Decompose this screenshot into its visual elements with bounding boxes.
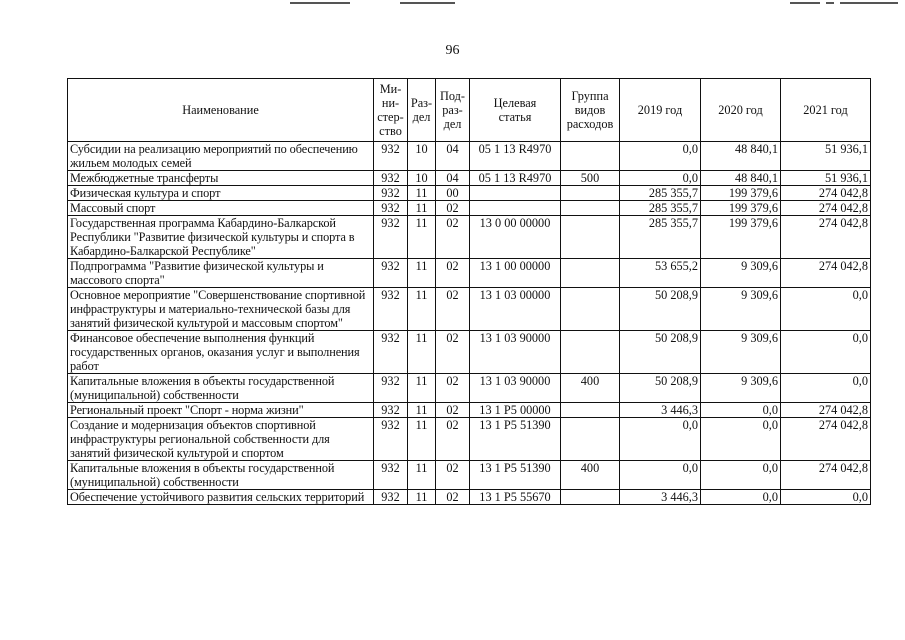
cell-name: Основное мероприятие "Совершенствование спортивной инфраструктуры и материально-технической базы для занятий физической культурой и массовым спортом" xyxy=(68,288,374,331)
cell-section: 11 xyxy=(408,259,436,288)
cell-2020: 9 309,6 xyxy=(701,374,781,403)
cell-subsection: 00 xyxy=(436,186,470,201)
table-row xyxy=(68,331,871,374)
cell-expense-group xyxy=(561,418,620,461)
cell-subsection: 04 xyxy=(436,171,470,186)
table-row xyxy=(68,216,871,259)
cell-subsection: 02 xyxy=(436,288,470,331)
cell-target-article: 13 1 03 00000 xyxy=(470,288,561,331)
cell-subsection: 02 xyxy=(436,201,470,216)
cell-section: 11 xyxy=(408,490,436,505)
cell-name: Региональный проект "Спорт - норма жизни" xyxy=(68,403,374,418)
cell-2019: 3 446,3 xyxy=(620,403,701,418)
cell-name: Подпрограмма "Развитие физической культуры и массового спорта" xyxy=(68,259,374,288)
cell-target-article: 13 1 P5 00000 xyxy=(470,403,561,418)
header-name: Наименование xyxy=(68,79,374,142)
cell-ministry: 932 xyxy=(374,403,408,418)
cell-ministry: 932 xyxy=(374,288,408,331)
cell-2019: 0,0 xyxy=(620,171,701,186)
cell-target-article: 13 1 03 90000 xyxy=(470,331,561,374)
table-row xyxy=(68,374,871,403)
cell-target-article xyxy=(470,186,561,201)
cell-expense-group xyxy=(561,288,620,331)
cell-2020: 9 309,6 xyxy=(701,331,781,374)
cell-subsection: 02 xyxy=(436,259,470,288)
cell-expense-group: 400 xyxy=(561,461,620,490)
table-row xyxy=(68,403,871,418)
table-header-row xyxy=(68,79,871,142)
cell-target-article: 13 1 P5 55670 xyxy=(470,490,561,505)
table-row xyxy=(68,259,871,288)
cell-2021: 274 042,8 xyxy=(781,259,871,288)
table-row xyxy=(68,461,871,490)
cell-section: 11 xyxy=(408,201,436,216)
cell-section: 11 xyxy=(408,331,436,374)
cell-ministry: 932 xyxy=(374,216,408,259)
table-row xyxy=(68,288,871,331)
cell-name: Капитальные вложения в объекты государственной (муниципальной) собственности xyxy=(68,461,374,490)
cell-target-article: 13 1 00 00000 xyxy=(470,259,561,288)
cell-2020: 199 379,6 xyxy=(701,216,781,259)
header-section: Раз- дел xyxy=(408,79,436,142)
cell-2020: 0,0 xyxy=(701,490,781,505)
cell-expense-group xyxy=(561,259,620,288)
cell-ministry: 932 xyxy=(374,142,408,171)
cell-expense-group xyxy=(561,490,620,505)
cell-2019: 285 355,7 xyxy=(620,216,701,259)
cell-name: Капитальные вложения в объекты государственной (муниципальной) собственности xyxy=(68,374,374,403)
cell-subsection: 04 xyxy=(436,142,470,171)
cell-2019: 0,0 xyxy=(620,142,701,171)
cell-2021: 274 042,8 xyxy=(781,186,871,201)
cell-subsection: 02 xyxy=(436,216,470,259)
cell-ministry: 932 xyxy=(374,171,408,186)
cell-subsection: 02 xyxy=(436,418,470,461)
cell-section: 11 xyxy=(408,288,436,331)
cell-2019: 0,0 xyxy=(620,461,701,490)
cell-section: 11 xyxy=(408,418,436,461)
header-subsection: Под- раз- дел xyxy=(436,79,470,142)
cell-2020: 0,0 xyxy=(701,461,781,490)
cell-subsection: 02 xyxy=(436,331,470,374)
scan-edge-marks xyxy=(0,0,905,6)
cell-ministry: 932 xyxy=(374,374,408,403)
cell-2020: 48 840,1 xyxy=(701,171,781,186)
cell-ministry: 932 xyxy=(374,418,408,461)
cell-expense-group: 500 xyxy=(561,171,620,186)
cell-name: Государственная программа Кабардино-Балкарской Республики "Развитие физической культуры и спорта в Кабардино-Балкарской Республике" xyxy=(68,216,374,259)
cell-2020: 9 309,6 xyxy=(701,288,781,331)
cell-expense-group xyxy=(561,403,620,418)
cell-2021: 0,0 xyxy=(781,331,871,374)
table-row xyxy=(68,142,871,171)
header-ministry: Ми- ни- стер- ство xyxy=(374,79,408,142)
cell-2021: 51 936,1 xyxy=(781,171,871,186)
cell-2020: 48 840,1 xyxy=(701,142,781,171)
table-row xyxy=(68,418,871,461)
header-2021: 2021 год xyxy=(781,79,871,142)
cell-2021: 0,0 xyxy=(781,374,871,403)
cell-expense-group xyxy=(561,142,620,171)
cell-expense-group xyxy=(561,186,620,201)
cell-2020: 0,0 xyxy=(701,418,781,461)
cell-2021: 51 936,1 xyxy=(781,142,871,171)
cell-2020: 0,0 xyxy=(701,403,781,418)
cell-target-article: 05 1 13 R4970 xyxy=(470,142,561,171)
cell-2021: 274 042,8 xyxy=(781,403,871,418)
cell-ministry: 932 xyxy=(374,331,408,374)
table-row xyxy=(68,171,871,186)
cell-expense-group xyxy=(561,331,620,374)
cell-section: 11 xyxy=(408,374,436,403)
cell-name: Межбюджетные трансферты xyxy=(68,171,374,186)
cell-2019: 50 208,9 xyxy=(620,374,701,403)
cell-expense-group xyxy=(561,201,620,216)
cell-target-article: 05 1 13 R4970 xyxy=(470,171,561,186)
cell-expense-group: 400 xyxy=(561,374,620,403)
header-expense-group: Группа видов расходов xyxy=(561,79,620,142)
cell-2019: 285 355,7 xyxy=(620,201,701,216)
cell-target-article: 13 1 03 90000 xyxy=(470,374,561,403)
table-row xyxy=(68,490,871,505)
cell-target-article: 13 1 P5 51390 xyxy=(470,461,561,490)
cell-subsection: 02 xyxy=(436,403,470,418)
cell-name: Финансовое обеспечение выполнения функций государственных органов, оказания услуг и выполнения работ xyxy=(68,331,374,374)
table-row xyxy=(68,201,871,216)
cell-name: Обеспечение устойчивого развития сельских территорий xyxy=(68,490,374,505)
cell-expense-group xyxy=(561,216,620,259)
cell-name: Создание и модернизация объектов спортивной инфраструктуры региональной собственности для занятий физической культурой и спортом xyxy=(68,418,374,461)
cell-2019: 50 208,9 xyxy=(620,331,701,374)
cell-section: 10 xyxy=(408,171,436,186)
cell-section: 10 xyxy=(408,142,436,171)
cell-2021: 274 042,8 xyxy=(781,201,871,216)
cell-ministry: 932 xyxy=(374,186,408,201)
cell-name: Субсидии на реализацию мероприятий по обеспечению жильем молодых семей xyxy=(68,142,374,171)
cell-section: 11 xyxy=(408,403,436,418)
cell-subsection: 02 xyxy=(436,374,470,403)
cell-target-article xyxy=(470,201,561,216)
cell-target-article: 13 0 00 00000 xyxy=(470,216,561,259)
cell-2021: 0,0 xyxy=(781,490,871,505)
cell-name: Массовый спорт xyxy=(68,201,374,216)
cell-2021: 274 042,8 xyxy=(781,461,871,490)
cell-subsection: 02 xyxy=(436,461,470,490)
cell-2021: 274 042,8 xyxy=(781,418,871,461)
cell-2019: 0,0 xyxy=(620,418,701,461)
cell-2021: 0,0 xyxy=(781,288,871,331)
cell-target-article: 13 1 P5 51390 xyxy=(470,418,561,461)
header-2020: 2020 год xyxy=(701,79,781,142)
cell-ministry: 932 xyxy=(374,201,408,216)
cell-name: Физическая культура и спорт xyxy=(68,186,374,201)
cell-2019: 53 655,2 xyxy=(620,259,701,288)
cell-2019: 285 355,7 xyxy=(620,186,701,201)
cell-2020: 199 379,6 xyxy=(701,201,781,216)
cell-ministry: 932 xyxy=(374,259,408,288)
cell-section: 11 xyxy=(408,186,436,201)
cell-section: 11 xyxy=(408,216,436,259)
table-row xyxy=(68,186,871,201)
cell-2020: 199 379,6 xyxy=(701,186,781,201)
budget-table xyxy=(67,78,871,505)
page-number: 96 xyxy=(445,43,460,58)
cell-2019: 3 446,3 xyxy=(620,490,701,505)
cell-2020: 9 309,6 xyxy=(701,259,781,288)
cell-2021: 274 042,8 xyxy=(781,216,871,259)
cell-ministry: 932 xyxy=(374,461,408,490)
header-2019: 2019 год xyxy=(620,79,701,142)
cell-subsection: 02 xyxy=(436,490,470,505)
header-target-article: Целевая статья xyxy=(470,79,561,142)
cell-section: 11 xyxy=(408,461,436,490)
cell-ministry: 932 xyxy=(374,490,408,505)
cell-2019: 50 208,9 xyxy=(620,288,701,331)
